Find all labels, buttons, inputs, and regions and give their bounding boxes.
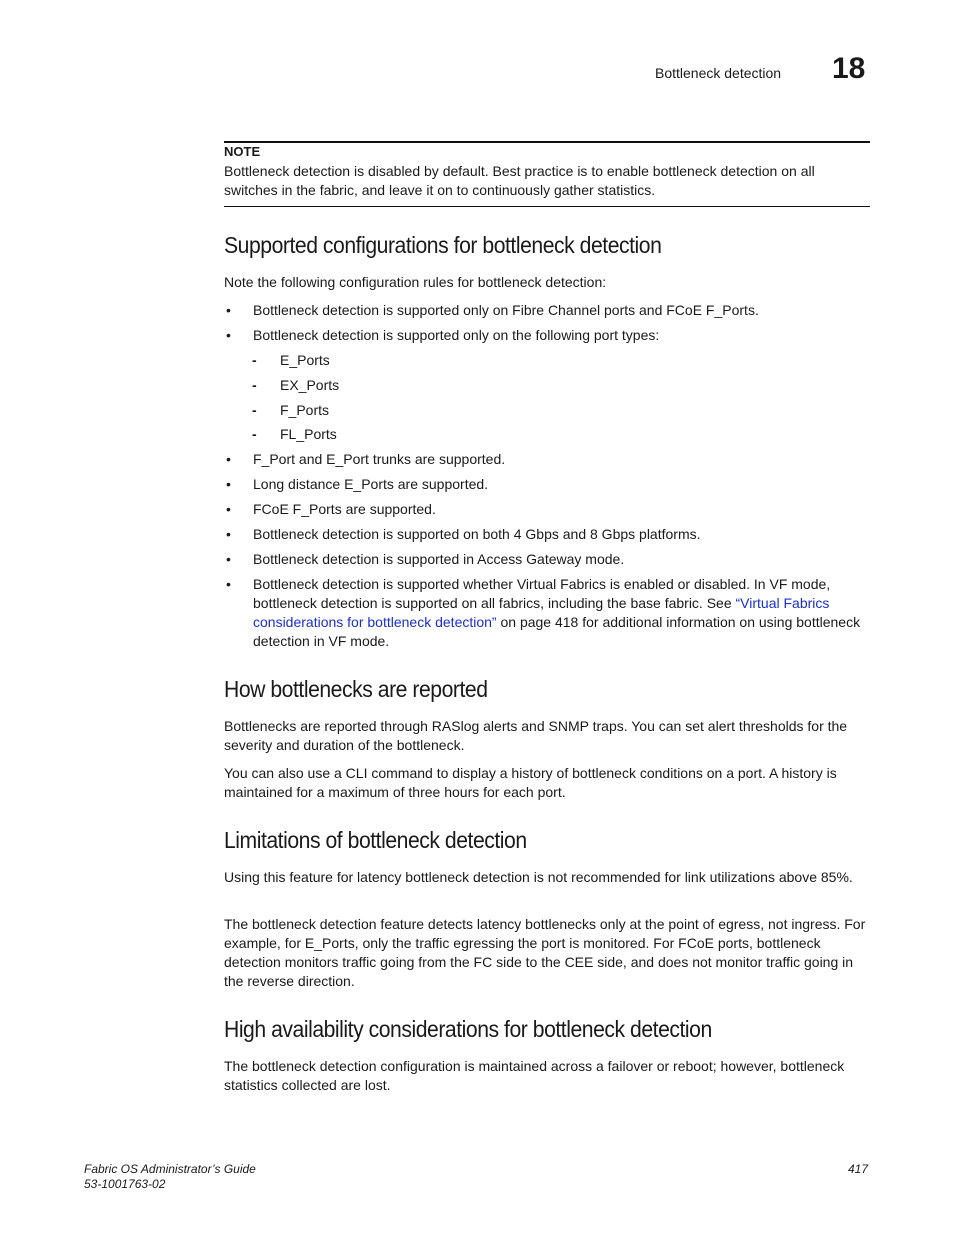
paragraph: The bottleneck detection configuration is maintained across a failover or reboot; however, bottleneck statistics collected are lost.: [224, 1058, 845, 1093]
heading-supported-configurations: Supported configurations for bottleneck detection: [224, 232, 662, 258]
sub-list-item-text: FL_Ports: [280, 426, 337, 442]
bullet-icon: •: [226, 551, 231, 567]
bullet-icon: •: [226, 302, 231, 318]
vf-text-after: on page 418 for additional information on using bottleneck detection in VF mode.: [253, 614, 861, 649]
list-item-text: Bottleneck detection is supported in Access Gateway mode.: [253, 551, 625, 567]
footer-page-number: 417: [848, 1162, 869, 1176]
heading-limitations: Limitations of bottleneck detection: [224, 827, 527, 853]
list-item-text: Bottleneck detection is supported on both 4 Gbps and 8 Gbps platforms.: [253, 526, 701, 542]
running-header-title: Bottleneck detection: [655, 65, 782, 81]
list-item-text: Bottleneck detection is supported only on the following port types:: [253, 327, 660, 343]
bullet-icon: •: [226, 476, 231, 492]
dash-icon: -: [252, 377, 257, 393]
footer-guide-title: Fabric OS Administrator’s Guide: [84, 1162, 256, 1176]
supported-intro: Note the following configuration rules for bottleneck detection:: [224, 274, 607, 290]
sub-list-item-text: EX_Ports: [280, 377, 340, 393]
paragraph: Bottlenecks are reported through RASlog alerts and SNMP traps. You can set alert thresholds for the severity and duration of the bottleneck.: [224, 718, 848, 753]
bullet-icon: •: [226, 526, 231, 542]
vf-considerations-link[interactable]: “Virtual Fabrics considerations for bottleneck detection”: [253, 595, 830, 630]
heading-how-reported: How bottlenecks are reported: [224, 676, 488, 702]
note-label: NOTE: [224, 144, 261, 159]
list-item-text: Long distance E_Ports are supported.: [253, 476, 489, 492]
dash-icon: -: [252, 352, 257, 368]
bullet-icon: •: [226, 576, 231, 592]
vf-text-before: Bottleneck detection is supported whether Virtual Fabrics is enabled or disabled. In VF mode, bottleneck detection is supported on all fabrics, including the base fabric. See: [253, 576, 831, 611]
heading-high-availability: High availability considerations for bottleneck detection: [224, 1016, 712, 1042]
list-item-text: F_Port and E_Port trunks are supported.: [253, 451, 506, 467]
list-item-text: FCoE F_Ports are supported.: [253, 501, 436, 517]
footer-doc-number: 53-1001763-02: [84, 1177, 166, 1191]
list-item-text: [253, 575, 870, 651]
sub-list-item-text: E_Ports: [280, 352, 330, 368]
paragraph: The bottleneck detection feature detects latency bottlenecks only at the point of egress, not ingress. For example, for E_Ports, only the traffic egressing the port is monitored. For FCoE ports, bottleneck detection monitors traffic going from the FC side to the CEE side, and does not monitor traffic going in the reverse direction.: [224, 916, 866, 989]
list-item-text: Bottleneck detection is supported only on Fibre Channel ports and FCoE F_Ports.: [253, 302, 759, 318]
paragraph: You can also use a CLI command to display a history of bottleneck conditions on a port. A history is maintained for a maximum of three hours for each port.: [224, 765, 837, 800]
paragraph: Using this feature for latency bottleneck detection is not recommended for link utilizations above 85%.: [224, 869, 853, 885]
bullet-icon: •: [226, 501, 231, 517]
note-text: Bottleneck detection is disabled by default. Best practice is to enable bottleneck detection on all switches in the fabric, and leave it on to continuously gather statistics.: [224, 163, 815, 198]
dash-icon: -: [252, 426, 257, 442]
bullet-icon: •: [226, 327, 231, 343]
chapter-number: 18: [832, 52, 866, 85]
bullet-icon: •: [226, 451, 231, 467]
dash-icon: -: [252, 402, 257, 418]
sub-list-item-text: F_Ports: [280, 402, 330, 418]
